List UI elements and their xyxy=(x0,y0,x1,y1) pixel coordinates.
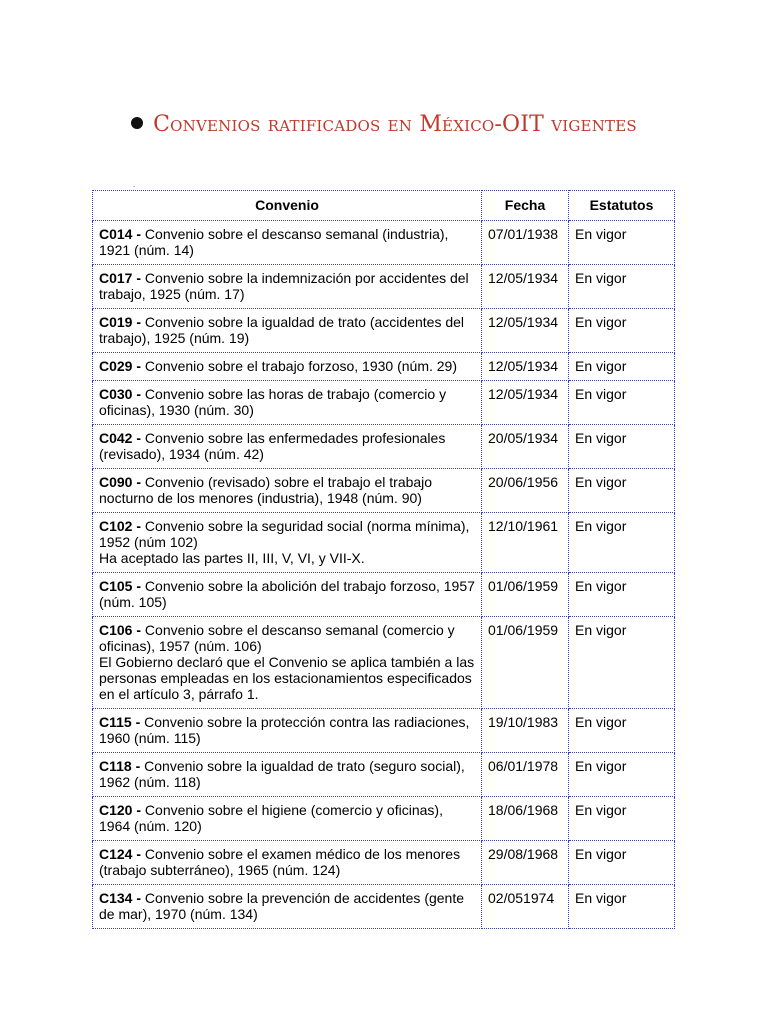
convention-cell xyxy=(93,469,482,513)
bullet-icon xyxy=(131,117,143,129)
header-estatutos: Estatutos xyxy=(569,191,675,221)
convention-cell xyxy=(93,425,482,469)
convention-cell xyxy=(93,353,482,381)
convention-code: C115 - xyxy=(99,714,141,730)
date-cell: 12/10/1961 xyxy=(482,513,569,573)
convention-cell xyxy=(93,309,482,353)
convention-description: Convenio sobre la igualdad de trato (accidentes del trabajo), 1925 (núm. 19) xyxy=(99,314,465,346)
table-row xyxy=(93,573,675,617)
convention-code: C017 - xyxy=(99,270,142,286)
convention-cell xyxy=(93,381,482,425)
date-cell: 12/05/1934 xyxy=(482,265,569,309)
status-cell: En vigor xyxy=(569,381,675,425)
status-cell: En vigor xyxy=(569,265,675,309)
convention-cell xyxy=(93,513,482,573)
convention-description: Convenio sobre el higiene (comercio y oficinas), 1964 (núm. 120) xyxy=(99,802,443,834)
convention-code: C120 - xyxy=(99,802,142,818)
table-row xyxy=(93,841,675,885)
table-row xyxy=(93,265,675,309)
table-row xyxy=(93,309,675,353)
convention-description: Convenio sobre las horas de trabajo (comercio y oficinas), 1930 (núm. 30) xyxy=(99,386,447,418)
convention-note: Ha aceptado las partes II, III, V, VI, y VII-X. xyxy=(99,550,365,566)
convention-description: Convenio sobre el descanso semanal (industria), 1921 (núm. 14) xyxy=(99,226,449,258)
date-cell: 07/01/1938 xyxy=(482,221,569,265)
status-cell: En vigor xyxy=(569,797,675,841)
header-convenio: Convenio xyxy=(93,191,482,221)
table-row xyxy=(93,469,675,513)
page-title xyxy=(0,112,768,137)
table-row xyxy=(93,425,675,469)
status-cell: En vigor xyxy=(569,513,675,573)
convention-cell xyxy=(93,885,482,929)
status-cell: En vigor xyxy=(569,841,675,885)
table-row xyxy=(93,753,675,797)
table-row xyxy=(93,617,675,709)
date-cell: 12/05/1934 xyxy=(482,309,569,353)
date-cell: 12/05/1934 xyxy=(482,353,569,381)
convention-description: Convenio sobre las enfermedades profesionales (revisado), 1934 (núm. 42) xyxy=(99,430,446,462)
table-row xyxy=(93,885,675,929)
convention-description: Convenio sobre la indemnización por accidentes del trabajo, 1925 (núm. 17) xyxy=(99,270,469,302)
convention-description: Convenio sobre la protección contra las radiaciones, 1960 (núm. 115) xyxy=(99,714,470,746)
status-cell: En vigor xyxy=(569,573,675,617)
table-row xyxy=(93,797,675,841)
status-cell: En vigor xyxy=(569,309,675,353)
convention-cell xyxy=(93,573,482,617)
table-row xyxy=(93,353,675,381)
header-fecha: Fecha xyxy=(482,191,569,221)
convention-description: Convenio sobre la prevención de accidentes (gente de mar), 1970 (núm. 134) xyxy=(99,890,465,922)
status-cell: En vigor xyxy=(569,753,675,797)
convention-note: El Gobierno declaró que el Convenio se aplica también a las personas empleadas en los estacionamientos especificados en el artículo 3, párrafo 1. xyxy=(99,654,475,702)
table-row xyxy=(93,709,675,753)
date-cell: 01/06/1959 xyxy=(482,617,569,709)
convention-cell xyxy=(93,221,482,265)
conventions-table xyxy=(92,190,675,929)
convention-code: C019 - xyxy=(99,314,142,330)
date-cell: 06/01/1978 xyxy=(482,753,569,797)
convention-cell xyxy=(93,709,482,753)
date-cell: 12/05/1934 xyxy=(482,381,569,425)
convention-code: C118 - xyxy=(99,758,141,774)
convention-description: Convenio sobre el trabajo forzoso, 1930 (núm. 29) xyxy=(144,358,457,374)
status-cell: En vigor xyxy=(569,617,675,709)
convention-cell xyxy=(93,797,482,841)
convention-code: C042 - xyxy=(99,430,142,446)
stray-mark: . xyxy=(133,180,136,189)
table-row xyxy=(93,221,675,265)
convention-code: C105 - xyxy=(99,578,142,594)
convention-code: C014 - xyxy=(99,226,142,242)
status-cell: En vigor xyxy=(569,709,675,753)
date-cell: 02/051974 xyxy=(482,885,569,929)
convention-cell xyxy=(93,265,482,309)
convention-description: Convenio sobre el descanso semanal (comercio y oficinas), 1957 (núm. 106) xyxy=(99,622,455,654)
convention-cell xyxy=(93,841,482,885)
table-body xyxy=(93,221,675,929)
status-cell: En vigor xyxy=(569,353,675,381)
convention-description: Convenio (revisado) sobre el trabajo el trabajo nocturno de los menores (industria), 1948 (núm. 90) xyxy=(99,474,433,506)
convention-code: C030 - xyxy=(99,386,142,402)
convention-description: Convenio sobre la igualdad de trato (seguro social), 1962 (núm. 118) xyxy=(99,758,465,790)
status-cell: En vigor xyxy=(569,221,675,265)
date-cell: 20/06/1956 xyxy=(482,469,569,513)
status-cell: En vigor xyxy=(569,469,675,513)
convention-code: C090 - xyxy=(99,474,142,490)
date-cell: 19/10/1983 xyxy=(482,709,569,753)
convention-cell xyxy=(93,617,482,709)
convention-code: C029 - xyxy=(99,358,142,374)
convention-cell xyxy=(93,753,482,797)
status-cell: En vigor xyxy=(569,885,675,929)
status-cell: En vigor xyxy=(569,425,675,469)
date-cell: 20/05/1934 xyxy=(482,425,569,469)
date-cell: 29/08/1968 xyxy=(482,841,569,885)
convention-description: Convenio sobre el examen médico de los menores (trabajo subterráneo), 1965 (núm. 124) xyxy=(99,846,461,878)
convention-code: C124 - xyxy=(99,846,142,862)
table-header-row xyxy=(93,191,675,221)
convention-code: C102 - xyxy=(99,518,142,534)
date-cell: 18/06/1968 xyxy=(482,797,569,841)
convention-code: C134 - xyxy=(99,890,142,906)
convention-description: Convenio sobre la seguridad social (norma mínima), 1952 (núm 102) xyxy=(99,518,470,550)
convention-description: Convenio sobre la abolición del trabajo forzoso, 1957 (núm. 105) xyxy=(99,578,475,610)
title-text: Convenios ratificados en México-OIT vigentes xyxy=(153,112,637,137)
table-row xyxy=(93,381,675,425)
table-row xyxy=(93,513,675,573)
date-cell: 01/06/1959 xyxy=(482,573,569,617)
convention-code: C106 - xyxy=(99,622,142,638)
